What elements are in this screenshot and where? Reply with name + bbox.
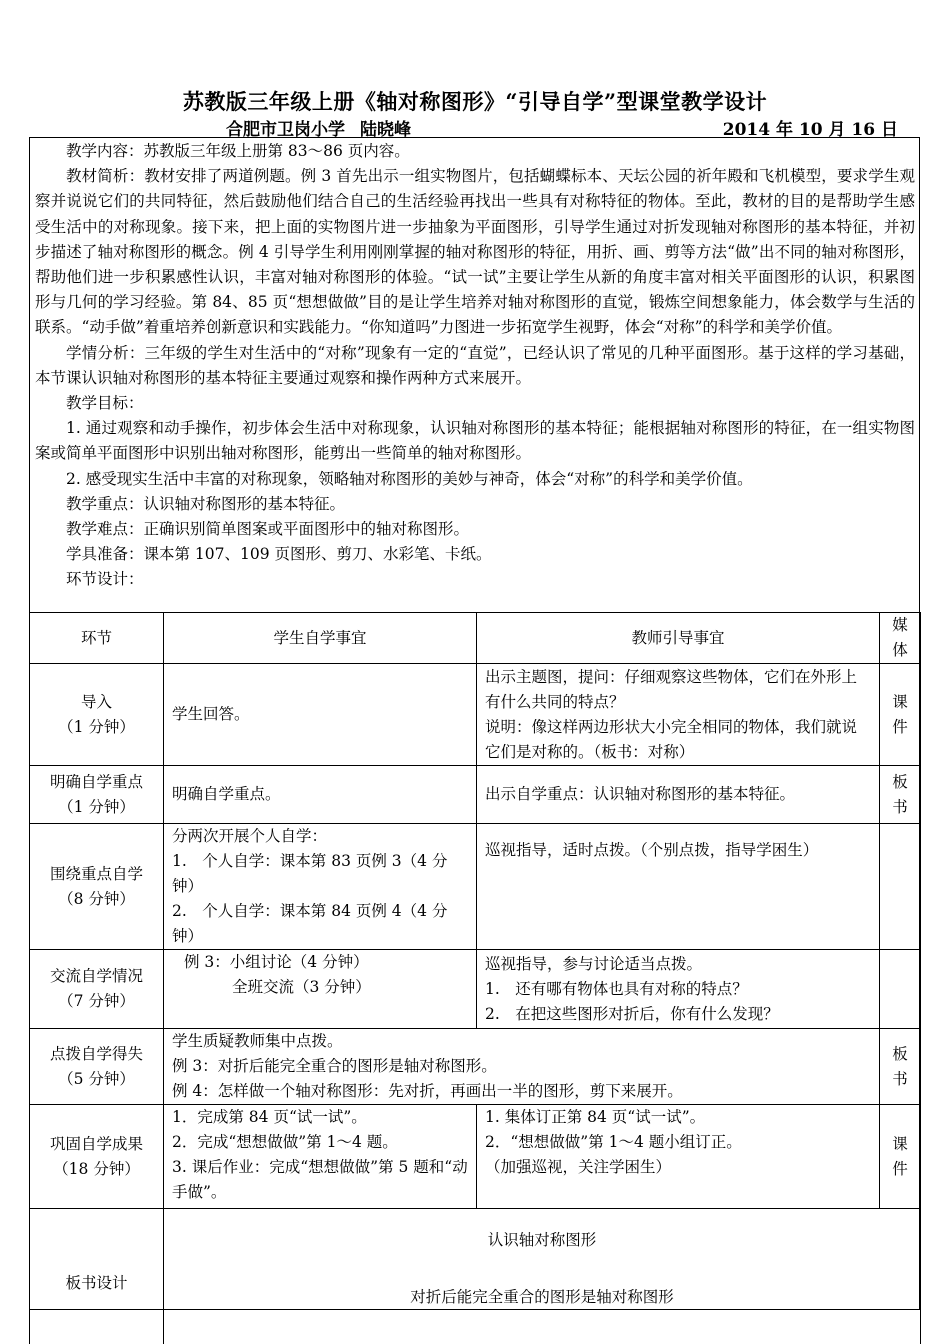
document-date: 2014 年 10 月 16 日	[722, 120, 898, 140]
teacher-cell: 1. 集体订正第 84 页“试一试”。 2．“想想做做”第 1～4 题小组订正。 （加强巡视，关注学困生）	[477, 1105, 880, 1209]
author-name: 陆晓峰	[360, 120, 411, 140]
goals-title: 教学目标：	[66, 394, 144, 413]
table-row	[30, 950, 921, 1029]
goal-2: 2. 感受现实生活中丰富的对称现象，领略轴对称图形的美妙与神奇，体会“对称”的科学和美学价值。	[66, 469, 753, 488]
stage-cell: 围绕重点自学 （8 分钟）	[30, 824, 164, 950]
teacher-cell: 巡视指导，适时点拨。（个别点拨，指导学困生）	[477, 824, 880, 950]
stage-cell: 明确自学重点 （1 分钟）	[30, 766, 164, 824]
design-title: 环节设计：	[66, 570, 144, 589]
teaching-key: 教学重点：认识轴对称图形的基本特征。	[66, 494, 346, 513]
table-row	[30, 1029, 921, 1105]
student-cell: 分两次开展个人自学： 1. 个人自学：课本第 83 页例 3（4 分钟） 2. 个人自学：课本第 84 页例 4（4 分钟）	[164, 824, 477, 950]
teacher-cell: 巡视指导，参与讨论适当点拨。 1. 还有哪有物体也具有对称的特点？ 2. 在把这些图形对折后，你有什么发现？	[477, 950, 880, 1029]
merged-cell: 学生质疑教师集中点拨。 例 3：对折后能完全重合的图形是轴对称图形。 例 4：怎样做一个轴对称图形：先对折，再画出一半的图形，剪下来展开。	[164, 1029, 880, 1105]
lesson-plan-table	[29, 612, 921, 1344]
media-cell	[880, 950, 921, 1029]
table-row	[30, 766, 921, 824]
school-name: 合肥市卫岗小学	[226, 120, 345, 140]
teaching-difficulty: 教学难点：正确识别简单图案或平面图形中的轴对称图形。	[66, 520, 470, 539]
board-label: 板书设计	[30, 1209, 164, 1344]
media-cell: 板 书	[880, 1029, 921, 1105]
stage-cell: 点拨自学得失 （5 分钟）	[30, 1029, 164, 1105]
stage-cell: 交流自学情况 （7 分钟）	[30, 950, 164, 1029]
material-analysis: 教材简析：教材安排了两道例题。例 3 首先出示一组实物图片，包括蝴蝶标本、天坛公园的祈年殿和飞机模型，要求学生观察并说说它们的共同特征，然后鼓励他们结合自己的生活经验再找出一些具有对称特征的物体。至此，教材的目的是帮助学生感受生活中的对称现象。接下来，把上面的实物图片进一步抽象为平面图形，引导学生通过对折发现轴对称图形的基本特征，并初步描述了轴对称图形的概念。例 4 引导学生利用刚刚掌握的轴对称图形的特征，用折、画、剪等方法“做”出不同的轴对称图形，帮助他们进一步积累感性认识，丰富对轴对称图形的体验。“试一试”主要让学生从新的角度丰富对相关平面图形的认识，积累图形与几何的学习经验。第 84、85 页“想想做做”目的是让学生培养对轴对称图形的直觉，锻炼空间想象能力，体会数学与生活的联系。“动手做”着重培养创新意识和实践能力。“你知道吗”力图进一步拓宽学生视野，体会“对称”的科学和美学价值。	[35, 167, 915, 337]
intro-section	[35, 139, 915, 593]
student-cell: 例 3：小组讨论（4 分钟） 全班交流（3 分钟）	[164, 950, 477, 1029]
media-cell: 课 件	[880, 1105, 921, 1209]
board-title: 认识轴对称图形	[487, 1230, 597, 1249]
header-student: 学生自学事宜	[164, 613, 477, 664]
tools-preparation: 学具准备：课本第 107、109 页图形、剪刀、水彩笔、卡纸。	[66, 545, 492, 564]
stage-cell: 导入 （1 分钟）	[30, 664, 164, 766]
student-cell: 明确自学重点。	[164, 766, 477, 824]
student-analysis: 学情分析：三年级的学生对生活中的“对称”现象有一定的“直觉”，已经认识了常见的几种平面图形。基于这样的学习基础，本节课认识轴对称图形的基本特征主要通过观察和操作两种方式来展开。	[35, 343, 915, 387]
table-header-row	[30, 613, 921, 664]
media-cell: 课 件	[880, 664, 921, 766]
teacher-cell: 出示主题图，提问：仔细观察这些物体，它们在外形上有什么共同的特点？ 说明：像这样两边形状大小完全相同的物体，我们就说它们是对称的。（板书：对称）	[477, 664, 880, 766]
table-row	[30, 1105, 921, 1209]
stage-cell: 巩固自学成果 （18 分钟）	[30, 1105, 164, 1209]
goal-1: 1. 通过观察和动手操作，初步体会生活中对称现象，认识轴对称图形的基本特征；能根据轴对称图形的特征，在一组实物图案或简单平面图形中识别出轴对称图形，能剪出一些简单的轴对称图形。	[35, 419, 915, 463]
header-media: 媒 体	[880, 613, 921, 664]
teaching-content: 教学内容：苏教版三年级上册第 83～86 页内容。	[66, 142, 410, 160]
student-cell: 学生回答。	[164, 664, 477, 766]
header-teacher: 教师引导事宜	[477, 613, 880, 664]
media-cell	[880, 824, 921, 950]
teacher-cell: 出示自学重点：认识轴对称图形的基本特征。	[477, 766, 880, 824]
media-cell: 板 书	[880, 766, 921, 824]
student-cell: 1．完成第 84 页“试一试”。 2．完成“想想做做”第 1～4 题。 3. 课后作业：完成“想想做做”第 5 题和“动手做”。	[164, 1105, 477, 1209]
document-title: 苏教版三年级上册《轴对称图形》“引导自学”型课堂教学设计	[182, 89, 768, 114]
header-stage: 环节	[30, 613, 164, 664]
board-definition: 对折后能完全重合的图形是轴对称图形	[410, 1287, 674, 1306]
board-design-row	[30, 1209, 921, 1344]
board-content	[164, 1209, 921, 1344]
table-row	[30, 824, 921, 950]
table-row	[30, 664, 921, 766]
